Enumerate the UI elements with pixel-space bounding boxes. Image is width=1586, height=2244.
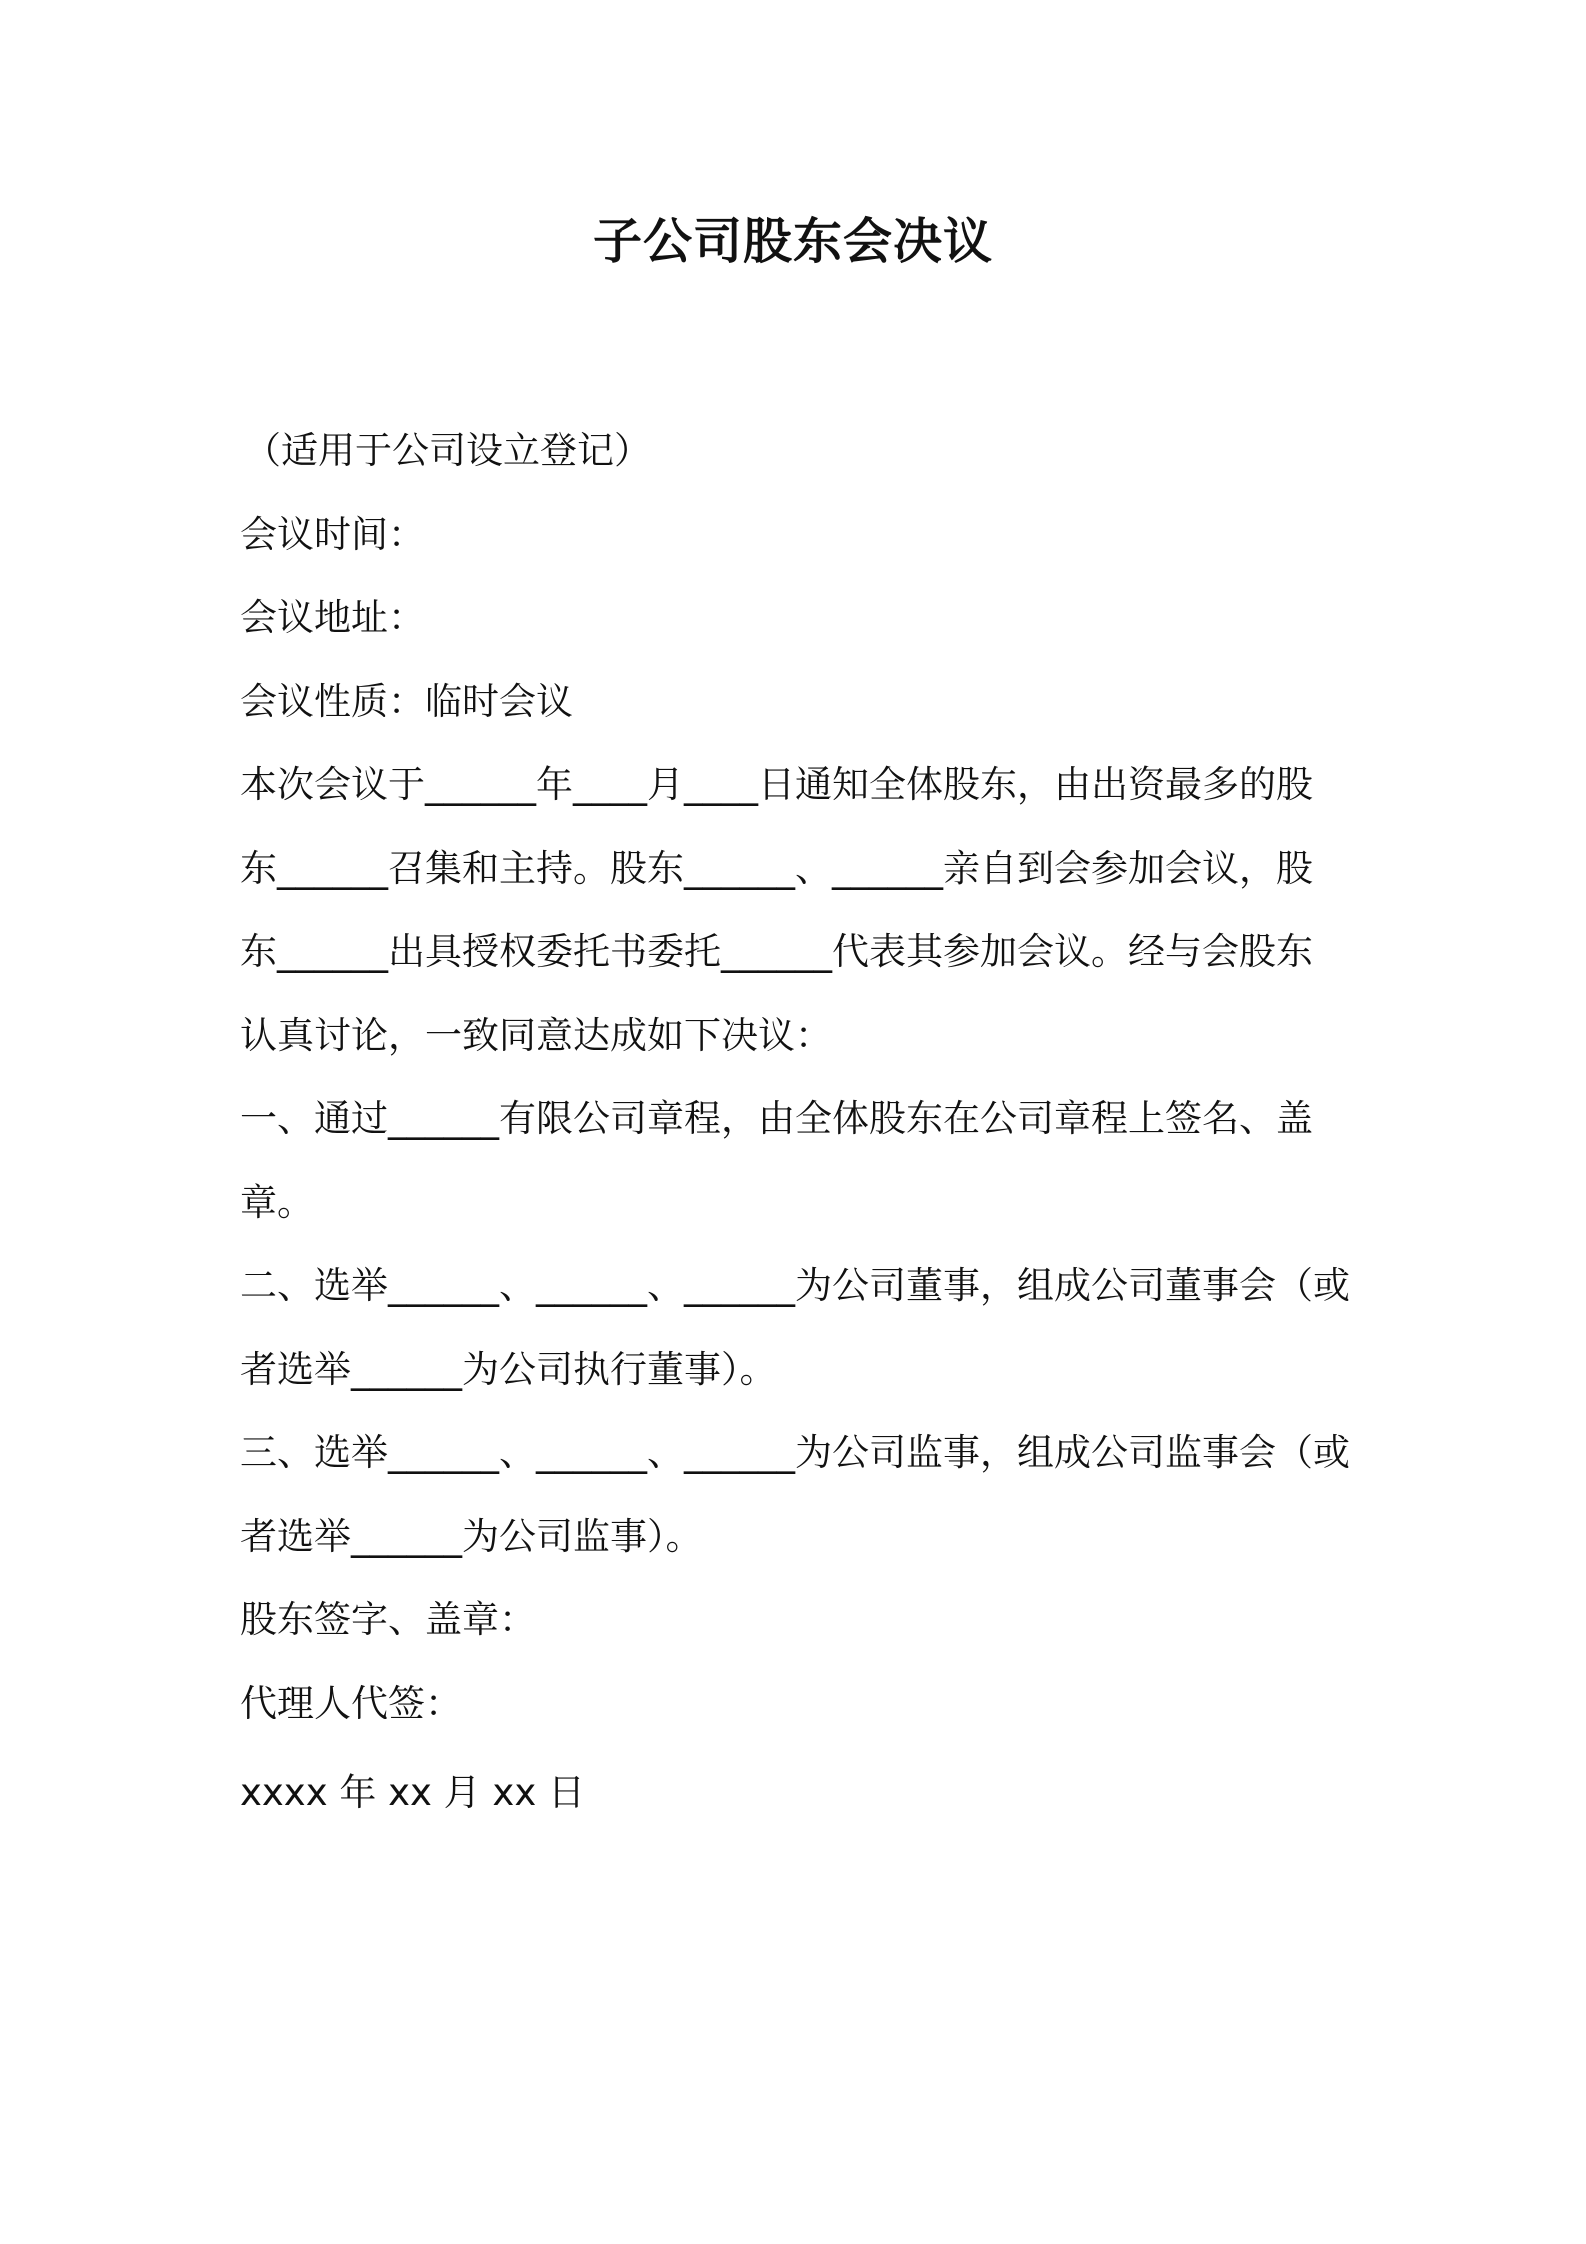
resolution-one-line-1: 一、通过______有限公司章程，由全体股东在公司章程上签名、盖 [240,1097,1313,1140]
shareholder-signature-label: 股东签字、盖章： [240,1598,536,1641]
resolution-three-line-1: 三、选举______、______、______为公司监事，组成公司监事会（或 [240,1431,1350,1474]
meeting-time-label: 会议时间： [240,512,425,556]
resolution-two-line-2: 者选举______为公司执行董事）。 [240,1347,777,1391]
meeting-address-label: 会议地址： [240,596,425,639]
meeting-notice-paragraph-line-4: 认真讨论，一致同意达成如下决议： [240,1013,832,1057]
document-date: xxxx 年 xx 月 xx 日 [240,1771,585,1814]
resolution-three-line-2: 者选举______为公司监事）。 [240,1514,703,1558]
meeting-notice-paragraph-line-1: 本次会议于______年____月____日通知全体股东，由出资最多的股 [240,763,1313,806]
document-body [240,409,1350,1835]
document-title: 子公司股东会决议 [592,213,993,270]
resolution-one-line-2: 章。 [240,1180,314,1224]
meeting-notice-paragraph-line-2: 东______召集和主持。股东______、______亲自到会参加会议，股 [240,846,1313,890]
resolution-two-line-1: 二、选举______、______、______为公司董事，组成公司董事会（或 [240,1264,1350,1307]
meeting-notice-paragraph-line-3: 东______出具授权委托书委托______代表其参加会议。经与会股东 [240,930,1313,973]
agent-signature-label: 代理人代签： [240,1681,462,1725]
meeting-nature: 会议性质：临时会议 [240,679,573,723]
applicability-note: （适用于公司设立登记） [244,429,651,472]
